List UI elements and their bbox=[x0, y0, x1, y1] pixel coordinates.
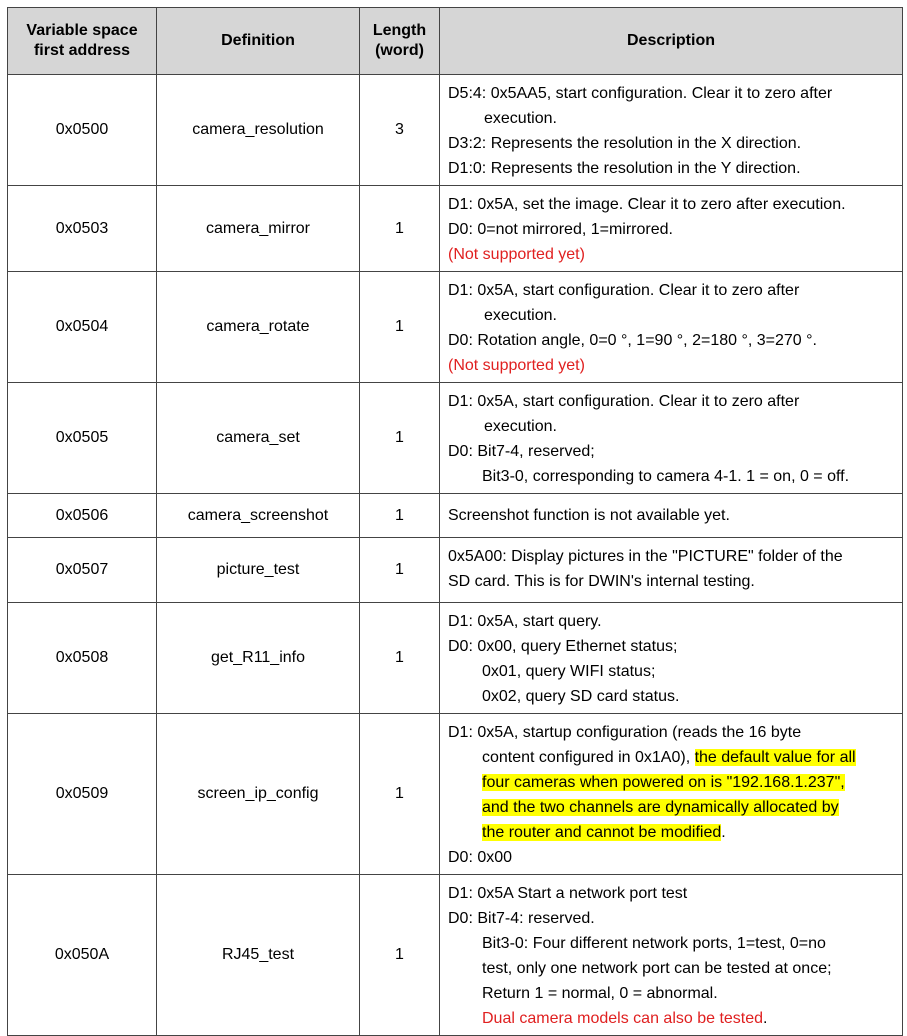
definition-cell: screen_ip_config bbox=[157, 714, 360, 875]
address-cell: 0x0506 bbox=[8, 494, 157, 538]
highlighted-text: and the two channels are dynamically allocated by bbox=[482, 799, 839, 816]
length-cell: 3 bbox=[360, 75, 440, 186]
table-row bbox=[8, 272, 903, 383]
length-cell: 1 bbox=[360, 186, 440, 272]
description-line bbox=[448, 1006, 894, 1031]
description-line bbox=[448, 820, 894, 845]
length-cell: 1 bbox=[360, 603, 440, 714]
description-cell bbox=[440, 603, 903, 714]
address-cell: 0x050A bbox=[8, 875, 157, 1036]
table-row bbox=[8, 538, 903, 603]
table-row bbox=[8, 494, 903, 538]
description-line: D1: 0x5A, startup configuration (reads the 16 byte bbox=[448, 724, 802, 741]
description-cell bbox=[440, 272, 903, 383]
definition-cell: RJ45_test bbox=[157, 875, 360, 1036]
definition-cell: camera_rotate bbox=[157, 272, 360, 383]
address-cell: 0x0508 bbox=[8, 603, 157, 714]
definition-cell: camera_set bbox=[157, 383, 360, 494]
description-line: Bit3-0: Four different network ports, 1=test, 0=no bbox=[482, 935, 826, 952]
definition-cell: camera_resolution bbox=[157, 75, 360, 186]
description-line: D1: 0x5A, start configuration. Clear it to zero after bbox=[448, 282, 800, 299]
description-cell bbox=[440, 538, 903, 603]
description-line: execution. bbox=[484, 110, 557, 127]
description-cell bbox=[440, 494, 903, 538]
length-cell: 1 bbox=[360, 494, 440, 538]
description-line: Bit3-0, corresponding to camera 4-1. 1 = on, 0 = off. bbox=[482, 468, 850, 485]
description-line: D0: 0x00, query Ethernet status; bbox=[448, 638, 678, 655]
description-line: Return 1 = normal, 0 = abnormal. bbox=[482, 985, 718, 1002]
header-definition: Definition bbox=[157, 8, 360, 75]
description-line: D0: 0x00 bbox=[448, 849, 513, 866]
description-text: . bbox=[721, 824, 726, 841]
table-row bbox=[8, 383, 903, 494]
description-line: SD card. This is for DWIN's internal testing. bbox=[448, 573, 755, 590]
table-row bbox=[8, 75, 903, 186]
header-address: Variable space first address bbox=[8, 8, 157, 75]
address-cell: 0x0509 bbox=[8, 714, 157, 875]
length-cell: 1 bbox=[360, 875, 440, 1036]
description-line: D0: Bit7-4, reserved; bbox=[448, 443, 595, 460]
description-line: D1: 0x5A, set the image. Clear it to zero after execution. bbox=[448, 196, 846, 213]
header-description: Description bbox=[440, 8, 903, 75]
highlighted-text: the router and cannot be modified bbox=[482, 824, 722, 841]
description-cell bbox=[440, 383, 903, 494]
description-line: test, only one network port can be tested at once; bbox=[482, 960, 832, 977]
description-line: D1: 0x5A Start a network port test bbox=[448, 885, 688, 902]
description-line: Screenshot function is not available yet. bbox=[448, 507, 730, 524]
address-cell: 0x0507 bbox=[8, 538, 157, 603]
description-line: execution. bbox=[484, 307, 557, 324]
description-cell bbox=[440, 186, 903, 272]
header-length: Length (word) bbox=[360, 8, 440, 75]
description-line: 0x01, query WIFI status; bbox=[482, 663, 656, 680]
description-line: execution. bbox=[484, 418, 557, 435]
address-cell: 0x0504 bbox=[8, 272, 157, 383]
definition-cell: camera_mirror bbox=[157, 186, 360, 272]
description-line: D3:2: Represents the resolution in the X direction. bbox=[448, 135, 802, 152]
length-cell: 1 bbox=[360, 538, 440, 603]
not-supported-note: (Not supported yet) bbox=[448, 357, 585, 374]
address-cell: 0x0505 bbox=[8, 383, 157, 494]
definition-cell: get_R11_info bbox=[157, 603, 360, 714]
table-row bbox=[8, 714, 903, 875]
description-line: D0: Rotation angle, 0=0 °, 1=90 °, 2=180 °, 3=270 °. bbox=[448, 332, 817, 349]
definition-cell: camera_screenshot bbox=[157, 494, 360, 538]
address-cell: 0x0500 bbox=[8, 75, 157, 186]
definition-cell: picture_test bbox=[157, 538, 360, 603]
table-header-row bbox=[8, 8, 903, 75]
description-cell bbox=[440, 75, 903, 186]
description-line: D5:4: 0x5AA5, start configuration. Clear it to zero after bbox=[448, 85, 833, 102]
description-line: D1: 0x5A, start configuration. Clear it to zero after bbox=[448, 393, 800, 410]
length-cell: 1 bbox=[360, 383, 440, 494]
description-line bbox=[448, 745, 894, 770]
description-cell bbox=[440, 714, 903, 875]
description-line bbox=[448, 795, 894, 820]
description-line: D1: 0x5A, start query. bbox=[448, 613, 602, 630]
description-line: D1:0: Represents the resolution in the Y direction. bbox=[448, 160, 801, 177]
table-row bbox=[8, 603, 903, 714]
description-line: D0: 0=not mirrored, 1=mirrored. bbox=[448, 221, 673, 238]
highlighted-text: four cameras when powered on is "192.168.1.237", bbox=[482, 774, 845, 791]
description-line: D0: Bit7-4: reserved. bbox=[448, 910, 595, 927]
length-cell: 1 bbox=[360, 714, 440, 875]
length-cell: 1 bbox=[360, 272, 440, 383]
table-row bbox=[8, 875, 903, 1036]
highlighted-text: the default value for all bbox=[694, 749, 856, 766]
description-text: . bbox=[763, 1010, 768, 1027]
description-line: 0x02, query SD card status. bbox=[482, 688, 680, 705]
register-table bbox=[7, 7, 903, 1036]
table-row bbox=[8, 186, 903, 272]
description-text: content configured in 0x1A0), bbox=[482, 749, 695, 766]
red-note-text: Dual camera models can also be tested bbox=[482, 1010, 764, 1027]
address-cell: 0x0503 bbox=[8, 186, 157, 272]
not-supported-note: (Not supported yet) bbox=[448, 246, 585, 263]
description-cell bbox=[440, 875, 903, 1036]
description-line bbox=[448, 770, 894, 795]
description-line: 0x5A00: Display pictures in the "PICTURE" folder of the bbox=[448, 548, 843, 565]
